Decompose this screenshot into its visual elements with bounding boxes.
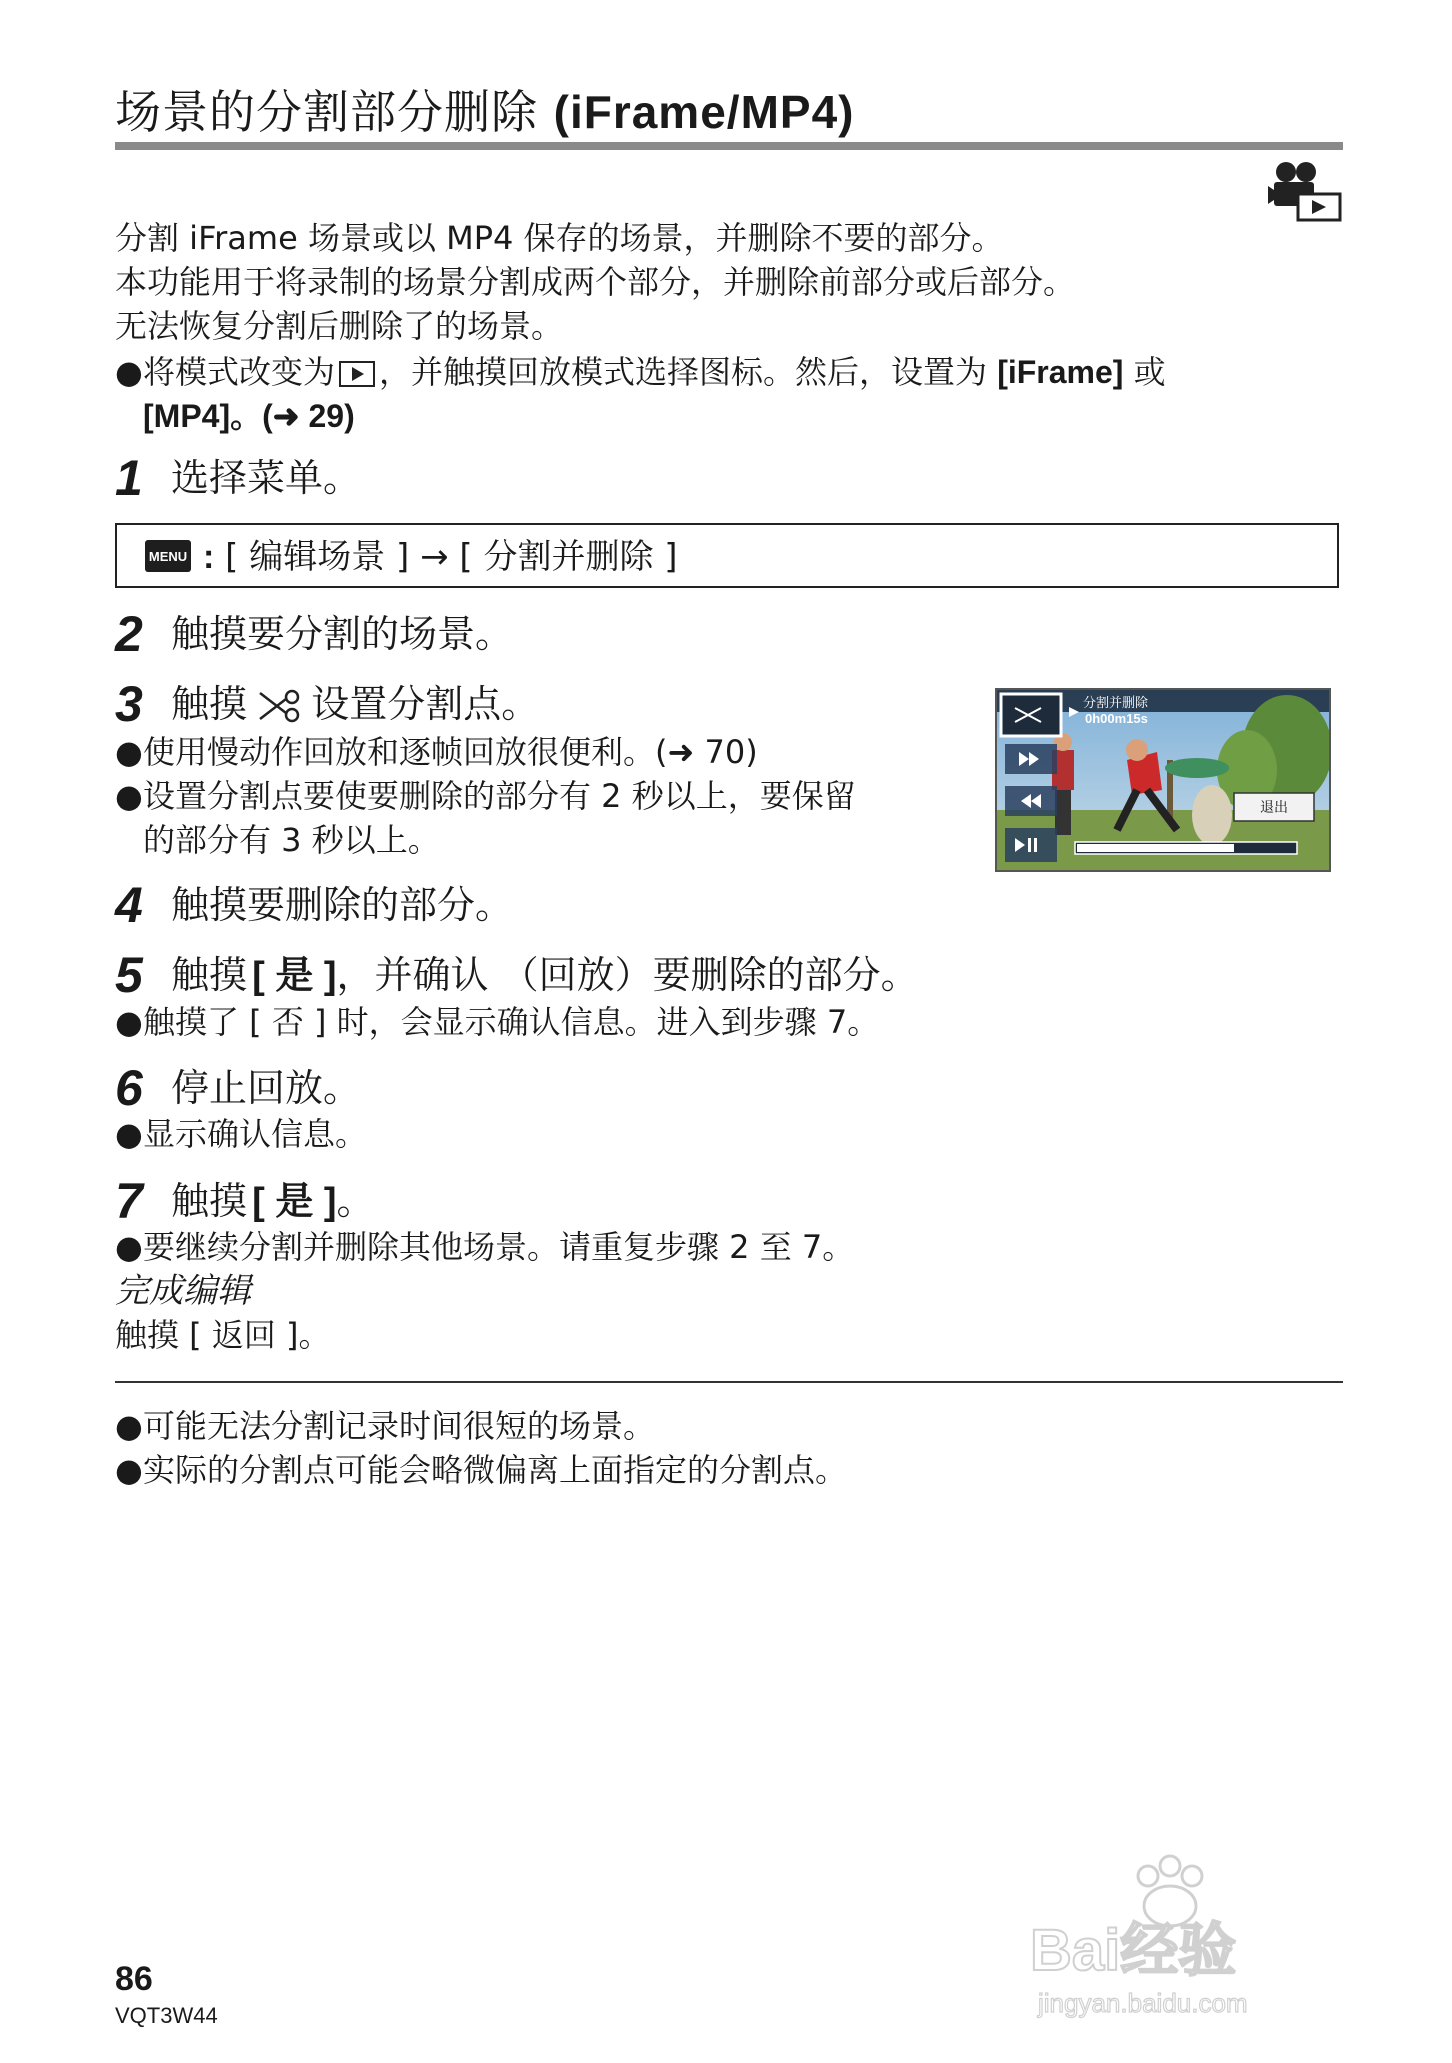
intro-bullet-or: 或 bbox=[1133, 353, 1166, 391]
baidu-watermark bbox=[1030, 1850, 1370, 2020]
step-number: 5 bbox=[115, 947, 143, 1003]
progress-fill bbox=[1077, 844, 1234, 852]
play-mode-icon bbox=[339, 361, 375, 387]
note-text: 可能无法分割记录时间很短的场景。 bbox=[143, 1407, 656, 1445]
step6-bullet-text: 显示确认信息。 bbox=[143, 1115, 368, 1153]
step-text-after: 。 bbox=[336, 1179, 375, 1223]
step3-bullet-1 bbox=[115, 730, 758, 774]
step-number: 3 bbox=[115, 676, 143, 732]
scissors-button[interactable] bbox=[1001, 694, 1061, 736]
menu-icon: MENU bbox=[145, 540, 191, 572]
menu-item-edit-scene: [ 编辑场景 ] bbox=[225, 537, 410, 577]
intro-warning: 无法恢复分割后删除了的场景。 bbox=[115, 307, 564, 345]
finish-text: 触摸 [ 返回 ]。 bbox=[115, 1316, 331, 1354]
step-text: 触摸要删除的部分。 bbox=[171, 883, 514, 927]
watermark-brand: Bai经验 bbox=[1030, 1918, 1237, 1983]
title-rule bbox=[115, 142, 1343, 150]
step-number: 4 bbox=[115, 877, 143, 933]
step-6 bbox=[115, 1057, 361, 1117]
note-text: 实际的分割点可能会略微偏离上面指定的分割点。 bbox=[143, 1451, 848, 1489]
screenshot-title: 分割并删除 bbox=[1083, 696, 1149, 711]
step-text-after: ，并确认 （回放）要删除的部分。 bbox=[336, 953, 919, 997]
intro-bullet-prefix: 将模式改变为 bbox=[143, 353, 336, 391]
step3-bullet-2-cont: 的部分有 3 秒以上。 bbox=[143, 821, 440, 859]
step7-bullet bbox=[115, 1225, 854, 1269]
step-text-before: 触摸 bbox=[171, 953, 248, 997]
scissors-icon bbox=[256, 689, 302, 723]
step-text-after: 设置分割点。 bbox=[311, 682, 540, 726]
step-text: 触摸要分割的场景。 bbox=[171, 612, 514, 656]
intro-bullet-mid: ，并触摸回放模式选择图标。然后，设置为 bbox=[379, 353, 988, 391]
step-1 bbox=[115, 447, 361, 507]
page-title bbox=[115, 80, 854, 144]
step5-bullet-text: 触摸了 [ 否 ] 时，会显示确认信息。进入到步骤 7。 bbox=[143, 1003, 880, 1041]
step-text-before: 触摸 bbox=[171, 1179, 248, 1223]
page-number: 86 bbox=[115, 1960, 153, 1998]
step-text-before: 触摸 bbox=[171, 682, 248, 726]
intro-bullet-cont bbox=[143, 394, 355, 438]
page-ref: 。(➜ 29) bbox=[230, 398, 355, 434]
arrow-right-icon: → bbox=[420, 537, 449, 577]
menu-colon: : bbox=[203, 538, 215, 576]
step5-bullet bbox=[115, 1000, 879, 1044]
note-2 bbox=[115, 1448, 847, 1492]
intro-bullet bbox=[115, 350, 1166, 394]
movie-playback-mode-icon bbox=[1268, 160, 1344, 222]
intro-line-1: 分割 iFrame 场景或以 MP4 保存的场景，并删除不要的部分。 bbox=[115, 219, 1004, 257]
split-delete-screenshot bbox=[995, 688, 1331, 872]
bullet-dot: ● bbox=[115, 353, 143, 391]
step-7 bbox=[115, 1170, 375, 1230]
screenshot-time: 0h00m15s bbox=[1085, 711, 1148, 726]
menu-path bbox=[203, 535, 678, 579]
iframe-setting: [iFrame] bbox=[997, 354, 1124, 390]
step3-bullet-2 bbox=[115, 774, 856, 818]
bullet-dot: ● bbox=[115, 1228, 143, 1266]
intro-line-2: 本功能用于将录制的场景分割成两个部分，并删除前部分或后部分。 bbox=[115, 263, 1076, 301]
step-4 bbox=[115, 874, 513, 934]
yes-button-ref: [ 是 ] bbox=[252, 1181, 337, 1223]
step-number: 1 bbox=[115, 450, 143, 506]
step-text: 选择菜单。 bbox=[171, 456, 362, 500]
title-en: (iFrame/MP4) bbox=[553, 86, 855, 138]
title-zh: 场景的分割部分删除 bbox=[115, 85, 538, 139]
model-code: VQT3W44 bbox=[115, 2003, 218, 2028]
watermark-url: jingyan.baidu.com bbox=[1038, 1988, 1248, 2018]
step-number: 6 bbox=[115, 1060, 143, 1116]
bullet-dot: ● bbox=[115, 1407, 143, 1445]
step-number: 2 bbox=[115, 606, 143, 662]
step-2 bbox=[115, 603, 513, 663]
bullet-dot: ● bbox=[115, 733, 143, 771]
step7-bullet-text: 要继续分割并删除其他场景。请重复步骤 2 至 7。 bbox=[143, 1228, 855, 1266]
bullet-dot: ● bbox=[115, 1451, 143, 1489]
menu-item-split-delete: [ 分割并删除 ] bbox=[459, 537, 678, 577]
exit-label: 退出 bbox=[1260, 800, 1288, 816]
step3-bullet-text: 使用慢动作回放和逐帧回放很便利。(➜ 70) bbox=[143, 733, 758, 771]
bullet-dot: ● bbox=[115, 777, 143, 815]
step-number: 7 bbox=[115, 1173, 143, 1229]
step3-bullet-text: 设置分割点要使要删除的部分有 2 秒以上，要保留 bbox=[143, 777, 856, 815]
finish-heading: 完成编辑 bbox=[115, 1271, 251, 1311]
bullet-dot: ● bbox=[115, 1003, 143, 1041]
mp4-setting: [MP4] bbox=[143, 398, 231, 434]
step-5 bbox=[115, 944, 919, 1004]
bullet-dot: ● bbox=[115, 1115, 143, 1153]
step-3 bbox=[115, 673, 539, 733]
note-1 bbox=[115, 1404, 655, 1448]
step6-bullet bbox=[115, 1112, 367, 1156]
menu-path-box bbox=[115, 523, 1339, 588]
yes-button-ref: [ 是 ] bbox=[252, 955, 337, 997]
step-text: 停止回放。 bbox=[171, 1066, 362, 1110]
notes-divider bbox=[115, 1381, 1343, 1383]
screenshot-scene bbox=[997, 690, 1329, 870]
